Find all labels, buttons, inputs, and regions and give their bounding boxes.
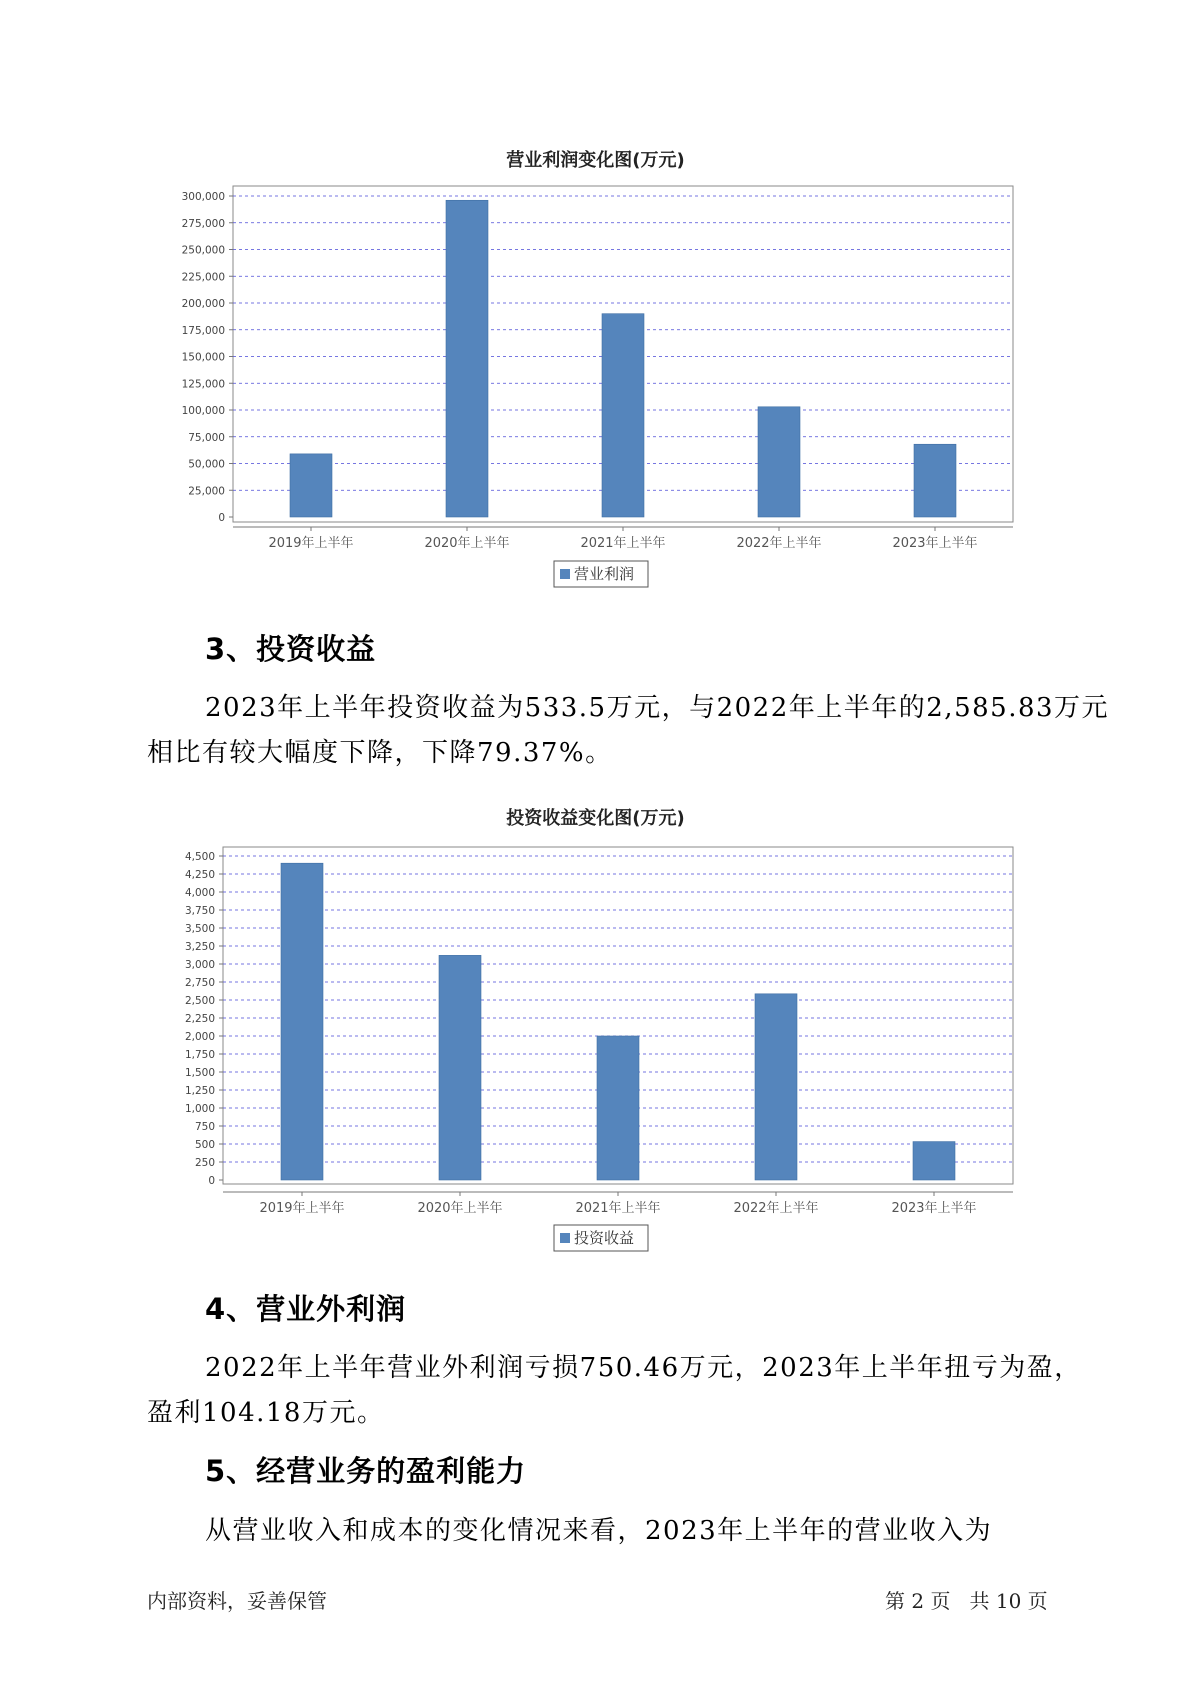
page-number: 第 2 页 共 10 页 [885,1589,1048,1613]
chart-title-operating-profit: 营业利润变化图(万元) [506,150,685,171]
legend-swatch [560,1233,570,1243]
section-heading-investment-income: 3、投资收益 [205,632,377,666]
y-tick-label: 1,250 [184,1085,215,1097]
section-heading-profitability: 5、经营业务的盈利能力 [205,1454,527,1488]
y-tick-label: 25,000 [188,485,225,498]
section-heading-non-operating-profit: 4、营业外利润 [205,1292,407,1326]
y-tick-label: 2,250 [184,1013,215,1025]
x-tick-label: 2021年上半年 [580,536,666,551]
y-tick-label: 125,000 [181,378,225,391]
paragraph-line: 从营业收入和成本的变化情况来看，2023年上半年的营业收入为 [205,1516,993,1546]
x-tick-label: 2019年上半年 [268,536,354,551]
y-tick-label: 2,000 [184,1031,215,1043]
y-tick-label: 3,000 [184,959,215,971]
y-tick-label: 225,000 [181,271,225,284]
y-tick-label: 250 [194,1157,215,1169]
paragraph-line: 相比有较大幅度下降，下降79.37%。 [147,738,613,768]
bar [913,1142,955,1180]
y-tick-label: 275,000 [181,217,225,230]
y-tick-label: 50,000 [188,458,225,471]
legend [554,1225,648,1251]
legend-label: 营业利润 [574,565,635,583]
bar [755,994,797,1180]
y-tick-label: 500 [194,1139,215,1151]
y-tick-label: 3,500 [184,923,215,935]
y-tick-label: 75,000 [188,431,225,444]
x-tick-label: 2020年上半年 [417,1201,503,1216]
y-tick-label: 0 [208,1175,215,1187]
y-tick-label: 0 [218,512,225,524]
bar [281,863,323,1180]
y-tick-label: 4,250 [184,869,215,881]
y-tick-label: 4,000 [184,887,215,899]
y-tick-label: 1,500 [184,1067,215,1079]
bar [439,955,481,1180]
paragraph-line: 盈利104.18万元。 [147,1398,385,1428]
paragraph-line: 2022年上半年营业外利润亏损750.46万元，2023年上半年扭亏为盈， [205,1353,1082,1383]
y-tick-label: 1,000 [184,1103,215,1115]
x-tick-label: 2022年上半年 [736,536,822,551]
bar [597,1036,639,1180]
legend-label: 投资收益 [574,1229,635,1247]
x-tick-label: 2020年上半年 [424,536,510,551]
y-tick-label: 2,750 [184,977,215,989]
x-tick-label: 2019年上半年 [259,1201,345,1216]
y-tick-label: 300,000 [181,191,225,203]
y-tick-label: 750 [194,1121,215,1133]
y-tick-label: 200,000 [181,298,225,310]
y-tick-label: 175,000 [181,324,225,337]
y-tick-label: 250,000 [181,244,225,257]
y-tick-label: 4,500 [184,851,215,863]
x-tick-label: 2022年上半年 [733,1201,819,1216]
x-tick-label: 2023年上半年 [891,1201,977,1216]
paragraph-line: 2023年上半年投资收益为533.5万元，与2022年上半年的2,585.83万元 [205,693,1110,723]
y-tick-label: 150,000 [181,351,225,364]
y-tick-label: 3,750 [184,905,215,917]
chart-title-investment-income: 投资收益变化图(万元) [506,808,685,829]
x-tick-label: 2021年上半年 [575,1201,661,1216]
y-tick-label: 100,000 [181,405,225,417]
y-tick-label: 3,250 [184,941,215,953]
footer-note: 内部资料，妥善保管 [147,1589,327,1613]
y-tick-label: 1,750 [184,1049,215,1061]
x-tick-label: 2023年上半年 [892,536,978,551]
y-tick-label: 2,500 [184,995,215,1007]
